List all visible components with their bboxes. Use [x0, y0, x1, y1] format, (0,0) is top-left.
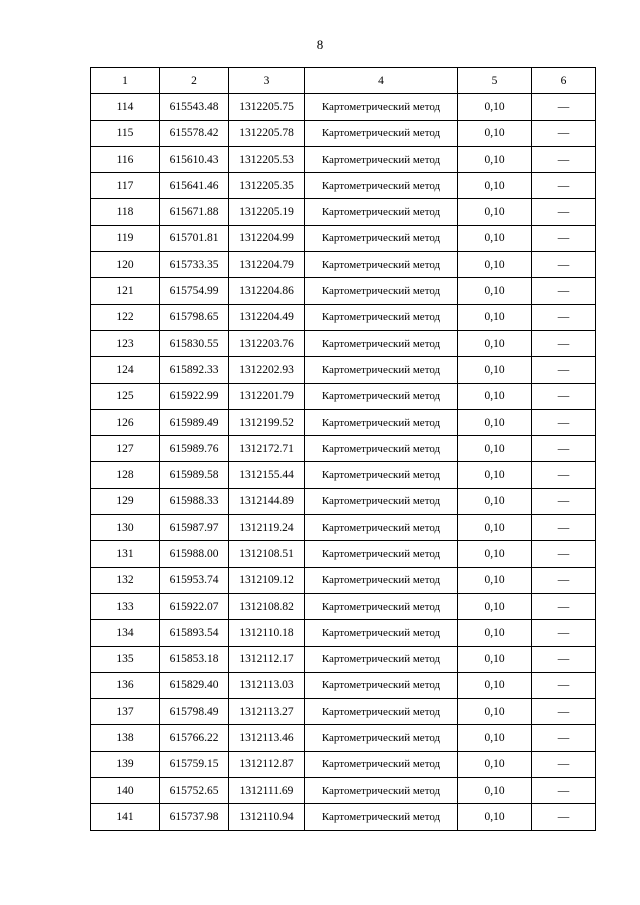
- note-cell: —: [532, 357, 596, 383]
- accuracy-cell: 0,10: [458, 593, 532, 619]
- point-number-cell: 134: [91, 620, 160, 646]
- method-cell: Картометрический метод: [305, 699, 458, 725]
- table-row: [91, 751, 596, 777]
- note-cell: —: [532, 646, 596, 672]
- table-row: [91, 146, 596, 172]
- x-coordinate-cell: 615829.40: [160, 672, 229, 698]
- point-number-cell: 124: [91, 357, 160, 383]
- note-cell: —: [532, 409, 596, 435]
- header-row: [91, 68, 596, 94]
- point-number-cell: 123: [91, 330, 160, 356]
- point-number-cell: 132: [91, 567, 160, 593]
- method-cell: Картометрический метод: [305, 778, 458, 804]
- y-coordinate-cell: 1312112.87: [229, 751, 305, 777]
- table-row: [91, 383, 596, 409]
- column-header-2: 2: [160, 68, 229, 94]
- note-cell: —: [532, 541, 596, 567]
- note-cell: —: [532, 199, 596, 225]
- point-number-cell: 131: [91, 541, 160, 567]
- table-row: [91, 725, 596, 751]
- method-cell: Картометрический метод: [305, 383, 458, 409]
- accuracy-cell: 0,10: [458, 199, 532, 225]
- y-coordinate-cell: 1312204.86: [229, 278, 305, 304]
- x-coordinate-cell: 615798.65: [160, 304, 229, 330]
- point-number-cell: 114: [91, 94, 160, 120]
- method-cell: Картометрический метод: [305, 515, 458, 541]
- x-coordinate-cell: 615853.18: [160, 646, 229, 672]
- column-header-6: 6: [532, 68, 596, 94]
- x-coordinate-cell: 615893.54: [160, 620, 229, 646]
- y-coordinate-cell: 1312205.75: [229, 94, 305, 120]
- table-row: [91, 541, 596, 567]
- accuracy-cell: 0,10: [458, 173, 532, 199]
- point-number-cell: 122: [91, 304, 160, 330]
- note-cell: —: [532, 94, 596, 120]
- table-row: [91, 199, 596, 225]
- note-cell: —: [532, 146, 596, 172]
- note-cell: —: [532, 567, 596, 593]
- note-cell: —: [532, 488, 596, 514]
- accuracy-cell: 0,10: [458, 699, 532, 725]
- method-cell: Картометрический метод: [305, 725, 458, 751]
- x-coordinate-cell: 615671.88: [160, 199, 229, 225]
- note-cell: —: [532, 436, 596, 462]
- accuracy-cell: 0,10: [458, 620, 532, 646]
- y-coordinate-cell: 1312172.71: [229, 436, 305, 462]
- coordinates-table: [90, 67, 596, 831]
- point-number-cell: 135: [91, 646, 160, 672]
- y-coordinate-cell: 1312155.44: [229, 462, 305, 488]
- y-coordinate-cell: 1312110.94: [229, 804, 305, 830]
- accuracy-cell: 0,10: [458, 541, 532, 567]
- table-row: [91, 330, 596, 356]
- x-coordinate-cell: 615798.49: [160, 699, 229, 725]
- point-number-cell: 119: [91, 225, 160, 251]
- note-cell: —: [532, 383, 596, 409]
- method-cell: Картометрический метод: [305, 304, 458, 330]
- table-row: [91, 173, 596, 199]
- y-coordinate-cell: 1312202.93: [229, 357, 305, 383]
- x-coordinate-cell: 615922.99: [160, 383, 229, 409]
- x-coordinate-cell: 615987.97: [160, 515, 229, 541]
- y-coordinate-cell: 1312109.12: [229, 567, 305, 593]
- accuracy-cell: 0,10: [458, 330, 532, 356]
- y-coordinate-cell: 1312111.69: [229, 778, 305, 804]
- note-cell: —: [532, 515, 596, 541]
- y-coordinate-cell: 1312119.24: [229, 515, 305, 541]
- point-number-cell: 120: [91, 252, 160, 278]
- method-cell: Картометрический метод: [305, 567, 458, 593]
- y-coordinate-cell: 1312110.18: [229, 620, 305, 646]
- y-coordinate-cell: 1312204.99: [229, 225, 305, 251]
- note-cell: —: [532, 725, 596, 751]
- table-row: [91, 225, 596, 251]
- accuracy-cell: 0,10: [458, 304, 532, 330]
- point-number-cell: 138: [91, 725, 160, 751]
- method-cell: Картометрический метод: [305, 278, 458, 304]
- page-number: 8: [316, 37, 324, 52]
- point-number-cell: 116: [91, 146, 160, 172]
- y-coordinate-cell: 1312112.17: [229, 646, 305, 672]
- x-coordinate-cell: 615641.46: [160, 173, 229, 199]
- column-header-3: 3: [229, 68, 305, 94]
- x-coordinate-cell: 615543.48: [160, 94, 229, 120]
- point-number-cell: 141: [91, 804, 160, 830]
- method-cell: Картометрический метод: [305, 357, 458, 383]
- table-row: [91, 515, 596, 541]
- accuracy-cell: 0,10: [458, 462, 532, 488]
- method-cell: Картометрический метод: [305, 672, 458, 698]
- method-cell: Картометрический метод: [305, 94, 458, 120]
- accuracy-cell: 0,10: [458, 436, 532, 462]
- x-coordinate-cell: 615752.65: [160, 778, 229, 804]
- y-coordinate-cell: 1312205.53: [229, 146, 305, 172]
- method-cell: Картометрический метод: [305, 225, 458, 251]
- point-number-cell: 136: [91, 672, 160, 698]
- note-cell: —: [532, 804, 596, 830]
- accuracy-cell: 0,10: [458, 278, 532, 304]
- accuracy-cell: 0,10: [458, 357, 532, 383]
- note-cell: —: [532, 620, 596, 646]
- x-coordinate-cell: 615989.58: [160, 462, 229, 488]
- method-cell: Картометрический метод: [305, 330, 458, 356]
- table-row: [91, 304, 596, 330]
- x-coordinate-cell: 615989.76: [160, 436, 229, 462]
- y-coordinate-cell: 1312113.03: [229, 672, 305, 698]
- point-number-cell: 127: [91, 436, 160, 462]
- point-number-cell: 126: [91, 409, 160, 435]
- point-number-cell: 121: [91, 278, 160, 304]
- accuracy-cell: 0,10: [458, 515, 532, 541]
- method-cell: Картометрический метод: [305, 620, 458, 646]
- accuracy-cell: 0,10: [458, 94, 532, 120]
- method-cell: Картометрический метод: [305, 462, 458, 488]
- x-coordinate-cell: 615610.43: [160, 146, 229, 172]
- table-row: [91, 804, 596, 830]
- method-cell: Картометрический метод: [305, 199, 458, 225]
- point-number-cell: 139: [91, 751, 160, 777]
- accuracy-cell: 0,10: [458, 225, 532, 251]
- method-cell: Картометрический метод: [305, 146, 458, 172]
- accuracy-cell: 0,10: [458, 383, 532, 409]
- method-cell: Картометрический метод: [305, 593, 458, 619]
- method-cell: Картометрический метод: [305, 751, 458, 777]
- accuracy-cell: 0,10: [458, 120, 532, 146]
- accuracy-cell: 0,10: [458, 252, 532, 278]
- accuracy-cell: 0,10: [458, 804, 532, 830]
- x-coordinate-cell: 615733.35: [160, 252, 229, 278]
- accuracy-cell: 0,10: [458, 725, 532, 751]
- accuracy-cell: 0,10: [458, 751, 532, 777]
- x-coordinate-cell: 615988.33: [160, 488, 229, 514]
- table-row: [91, 462, 596, 488]
- y-coordinate-cell: 1312113.46: [229, 725, 305, 751]
- table-row: [91, 778, 596, 804]
- y-coordinate-cell: 1312205.19: [229, 199, 305, 225]
- point-number-cell: 118: [91, 199, 160, 225]
- method-cell: Картометрический метод: [305, 120, 458, 146]
- x-coordinate-cell: 615766.22: [160, 725, 229, 751]
- note-cell: —: [532, 304, 596, 330]
- point-number-cell: 115: [91, 120, 160, 146]
- x-coordinate-cell: 615578.42: [160, 120, 229, 146]
- method-cell: Картометрический метод: [305, 252, 458, 278]
- note-cell: —: [532, 672, 596, 698]
- note-cell: —: [532, 278, 596, 304]
- method-cell: Картометрический метод: [305, 409, 458, 435]
- point-number-cell: 128: [91, 462, 160, 488]
- accuracy-cell: 0,10: [458, 488, 532, 514]
- x-coordinate-cell: 615737.98: [160, 804, 229, 830]
- point-number-cell: 140: [91, 778, 160, 804]
- method-cell: Картометрический метод: [305, 804, 458, 830]
- method-cell: Картометрический метод: [305, 488, 458, 514]
- table-row: [91, 593, 596, 619]
- table-body: [91, 94, 596, 830]
- note-cell: —: [532, 120, 596, 146]
- note-cell: —: [532, 751, 596, 777]
- y-coordinate-cell: 1312201.79: [229, 383, 305, 409]
- method-cell: Картометрический метод: [305, 541, 458, 567]
- y-coordinate-cell: 1312204.79: [229, 252, 305, 278]
- accuracy-cell: 0,10: [458, 409, 532, 435]
- method-cell: Картометрический метод: [305, 436, 458, 462]
- note-cell: —: [532, 252, 596, 278]
- x-coordinate-cell: 615759.15: [160, 751, 229, 777]
- y-coordinate-cell: 1312205.35: [229, 173, 305, 199]
- table-row: [91, 699, 596, 725]
- note-cell: —: [532, 699, 596, 725]
- table-row: [91, 120, 596, 146]
- note-cell: —: [532, 173, 596, 199]
- table-row: [91, 567, 596, 593]
- point-number-cell: 133: [91, 593, 160, 619]
- point-number-cell: 117: [91, 173, 160, 199]
- y-coordinate-cell: 1312204.49: [229, 304, 305, 330]
- point-number-cell: 129: [91, 488, 160, 514]
- method-cell: Картометрический метод: [305, 646, 458, 672]
- note-cell: —: [532, 462, 596, 488]
- table-row: [91, 672, 596, 698]
- y-coordinate-cell: 1312205.78: [229, 120, 305, 146]
- accuracy-cell: 0,10: [458, 778, 532, 804]
- x-coordinate-cell: 615922.07: [160, 593, 229, 619]
- column-header-5: 5: [458, 68, 532, 94]
- table-row: [91, 94, 596, 120]
- column-header-1: 1: [91, 68, 160, 94]
- x-coordinate-cell: 615988.00: [160, 541, 229, 567]
- y-coordinate-cell: 1312203.76: [229, 330, 305, 356]
- point-number-cell: 125: [91, 383, 160, 409]
- table-row: [91, 488, 596, 514]
- method-cell: Картометрический метод: [305, 173, 458, 199]
- x-coordinate-cell: 615754.99: [160, 278, 229, 304]
- y-coordinate-cell: 1312113.27: [229, 699, 305, 725]
- x-coordinate-cell: 615989.49: [160, 409, 229, 435]
- table-row: [91, 278, 596, 304]
- note-cell: —: [532, 330, 596, 356]
- accuracy-cell: 0,10: [458, 146, 532, 172]
- point-number-cell: 137: [91, 699, 160, 725]
- table-row: [91, 436, 596, 462]
- y-coordinate-cell: 1312108.51: [229, 541, 305, 567]
- table-header: [91, 68, 596, 94]
- y-coordinate-cell: 1312108.82: [229, 593, 305, 619]
- table-row: [91, 620, 596, 646]
- y-coordinate-cell: 1312199.52: [229, 409, 305, 435]
- column-header-4: 4: [305, 68, 458, 94]
- note-cell: —: [532, 778, 596, 804]
- note-cell: —: [532, 593, 596, 619]
- accuracy-cell: 0,10: [458, 567, 532, 593]
- x-coordinate-cell: 615830.55: [160, 330, 229, 356]
- y-coordinate-cell: 1312144.89: [229, 488, 305, 514]
- x-coordinate-cell: 615892.33: [160, 357, 229, 383]
- table-row: [91, 409, 596, 435]
- table-row: [91, 646, 596, 672]
- note-cell: —: [532, 225, 596, 251]
- x-coordinate-cell: 615953.74: [160, 567, 229, 593]
- table-row: [91, 252, 596, 278]
- table-row: [91, 357, 596, 383]
- accuracy-cell: 0,10: [458, 672, 532, 698]
- point-number-cell: 130: [91, 515, 160, 541]
- x-coordinate-cell: 615701.81: [160, 225, 229, 251]
- accuracy-cell: 0,10: [458, 646, 532, 672]
